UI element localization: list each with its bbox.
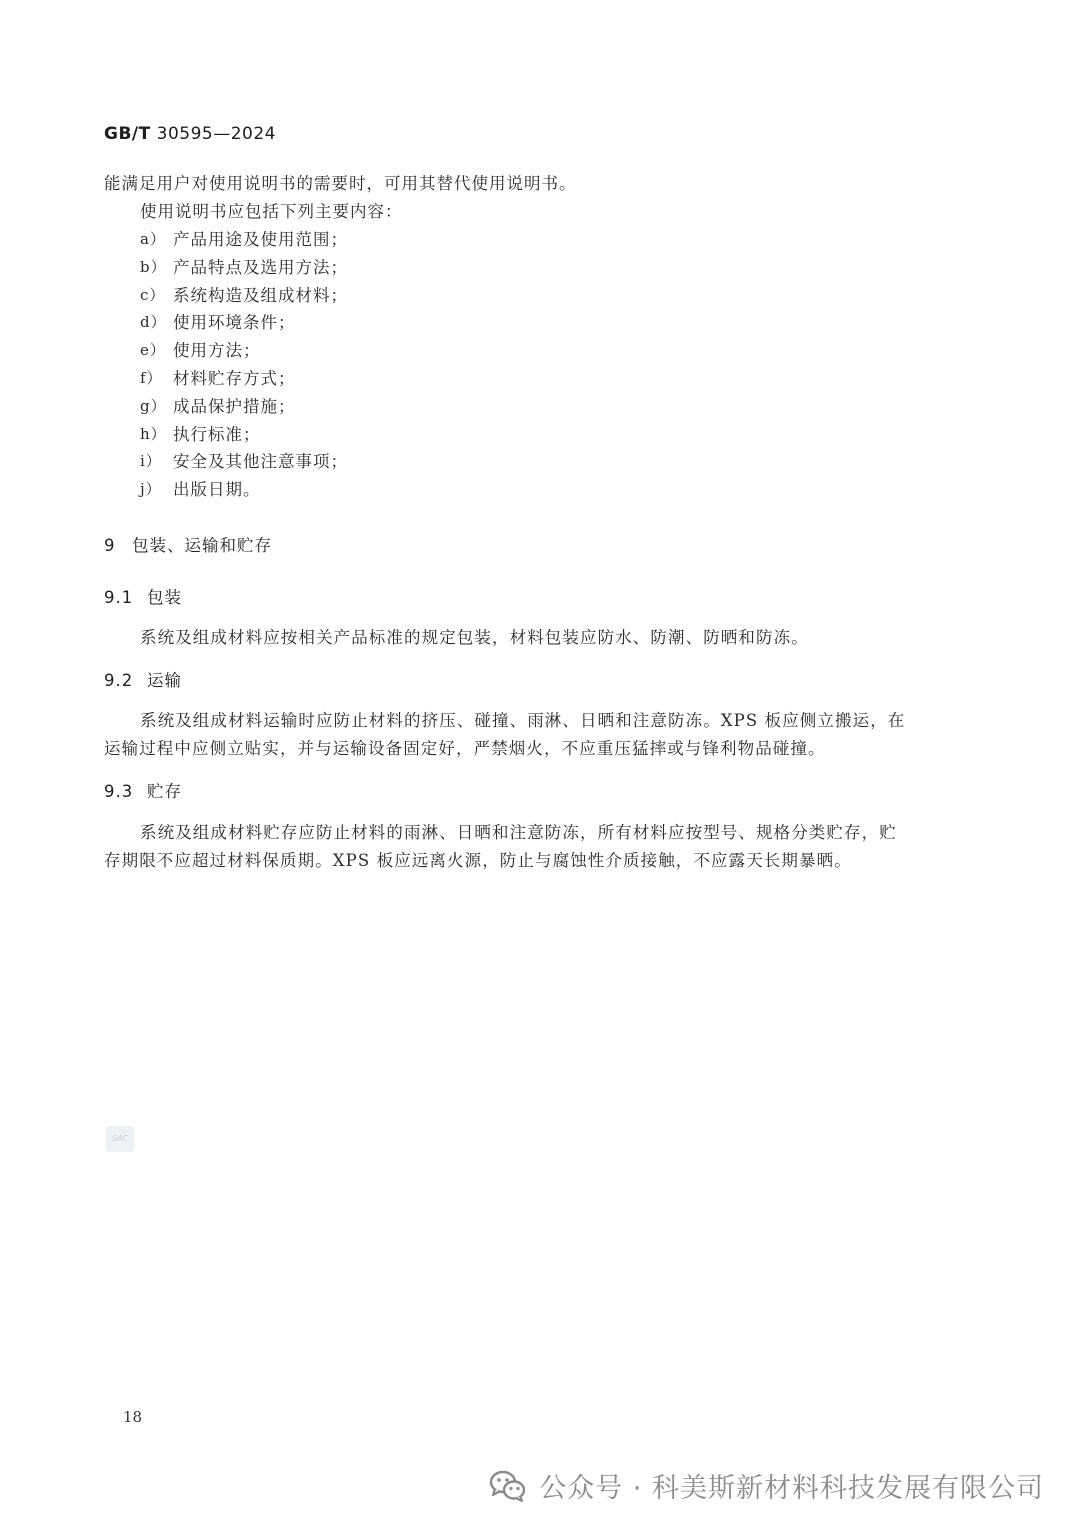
- list-item-text: 产品用途及使用范围；: [173, 230, 348, 249]
- list-item: [140, 365, 348, 393]
- contents-list: [140, 226, 348, 504]
- list-marker: c）: [140, 285, 166, 304]
- list-item-text: 成品保护措施；: [173, 396, 296, 416]
- list-item: [140, 393, 348, 421]
- list-marker: f）: [140, 368, 163, 387]
- list-item-text: 出版日期。: [173, 480, 261, 500]
- wechat-icon: [489, 1470, 527, 1502]
- sac-stamp-mark: SAC: [106, 1126, 134, 1152]
- section-9-3-paragraph: [104, 819, 954, 875]
- section-9-2-title: 运输: [147, 671, 182, 690]
- section-9-title: 包装、运输和贮存: [132, 536, 272, 555]
- list-item-text: 安全及其他注意事项；: [173, 452, 348, 472]
- list-item: [140, 254, 348, 282]
- list-item: [140, 421, 348, 449]
- list-marker: a）: [140, 230, 166, 248]
- paragraph-line: 存期限不应超过材料保质期。XPS 板应远离火源，防止与腐蚀性介质接触，不应露天长期暴晒。: [104, 851, 852, 870]
- list-item-text: 执行标准；: [173, 424, 261, 444]
- paragraph-line: 系统及组成材料贮存应防止材料的雨淋、日晒和注意防冻，所有材料应按型号、规格分类贮存，贮: [140, 823, 897, 842]
- wechat-watermark: [489, 1466, 1044, 1505]
- list-item: [140, 226, 348, 254]
- paragraph-line: 运输过程中应侧立贴实，并与运输设备固定好，严禁烟火，不应重压猛摔或与锋利物品碰撞。: [104, 739, 826, 758]
- list-item: [140, 476, 348, 504]
- list-marker: d）: [140, 313, 167, 332]
- section-9-number: 9: [104, 536, 116, 555]
- section-9-1-title: 包装: [147, 588, 182, 607]
- section-9-2-number: 9.2: [104, 671, 134, 690]
- list-item-text: 使用环境条件；: [173, 313, 296, 333]
- standard-code-prefix: GB/T: [104, 124, 151, 144]
- list-item-text: 材料贮存方式；: [173, 368, 296, 388]
- list-marker: j）: [140, 480, 162, 499]
- list-marker: i）: [140, 452, 162, 471]
- standard-code-header: [104, 124, 276, 144]
- section-9-1-paragraph: [104, 624, 954, 652]
- section-9-heading: [104, 532, 272, 556]
- section-9-2-paragraph: [104, 707, 954, 763]
- list-marker: b）: [140, 257, 167, 276]
- intro-lead: 使用说明书应包括下列主要内容：: [140, 202, 403, 221]
- intro-continuation: 能满足用户对使用说明书的需要时，可用其替代使用说明书。: [104, 174, 577, 193]
- paragraph-line: 系统及组成材料运输时应防止材料的挤压、碰撞、雨淋、日晒和注意防冻。XPS 板应侧立搬运，在: [140, 711, 906, 730]
- page-number: 18: [123, 1408, 143, 1426]
- list-item: [140, 282, 348, 310]
- list-marker: g）: [140, 396, 167, 415]
- watermark-text: 公众号 · 科美斯新材料科技发展有限公司: [539, 1473, 1044, 1504]
- list-item-text: 系统构造及组成材料；: [173, 285, 348, 305]
- list-item: [140, 337, 348, 365]
- list-item-text: 使用方法；: [173, 341, 261, 361]
- section-9-3-number: 9.3: [104, 782, 134, 801]
- list-marker: e）: [140, 341, 166, 360]
- section-9-1-heading: [104, 584, 182, 608]
- paragraph-line: 系统及组成材料应按相关产品标准的规定包装，材料包装应防水、防潮、防晒和防冻。: [140, 628, 809, 647]
- section-9-2-heading: [104, 667, 182, 691]
- list-item: [140, 309, 348, 337]
- list-item-text: 产品特点及选用方法；: [173, 257, 348, 277]
- standard-code-number: 30595—2024: [156, 124, 276, 144]
- list-item: [140, 448, 348, 476]
- section-9-1-number: 9.1: [104, 588, 134, 607]
- section-9-3-title: 贮存: [147, 782, 182, 801]
- list-marker: h）: [140, 424, 167, 443]
- section-9-3-heading: [104, 778, 182, 802]
